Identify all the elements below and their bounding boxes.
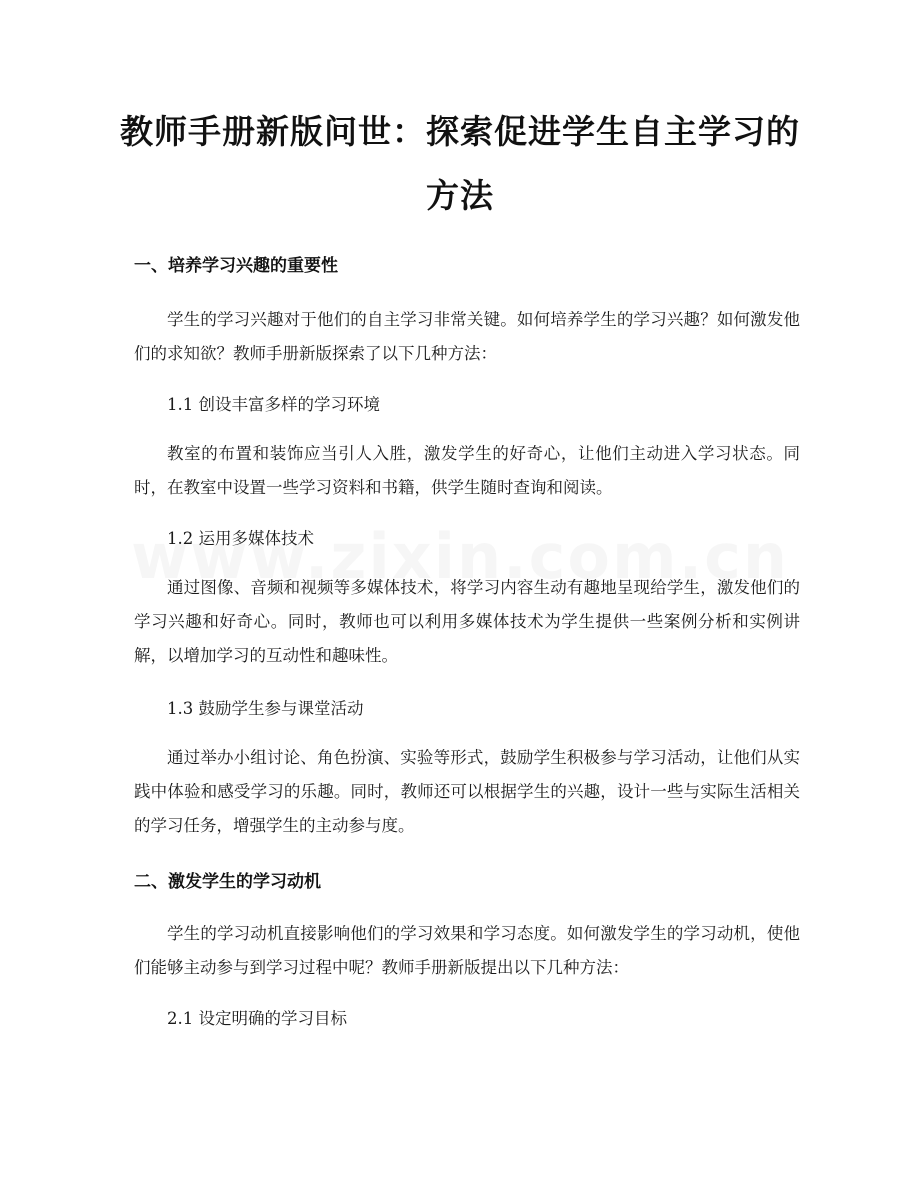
subsection-1-1-body: 教室的布置和装饰应当引人入胜，激发学生的好奇心，让他们主动进入学习状态。同时，在教室中设置一些学习资料和书籍，供学生随时查询和阅读。 [134, 444, 800, 497]
subsection-title-1-2: 1.2 运用多媒体技术 [167, 529, 314, 548]
section-heading-2: 二、激发学生的学习动机 [134, 872, 321, 892]
section-1-intro: 学生的学习兴趣对于他们的自主学习非常关键。如何培养学生的学习兴趣？如何激发他们的求知欲？教师手册新版探索了以下几种方法： [134, 310, 800, 363]
document-title: 教师手册新版问世：探索促进学生自主学习的方法 [120, 112, 800, 215]
subsection-title-1-1: 1.1 创设丰富多样的学习环境 [167, 395, 380, 414]
section-2-intro: 学生的学习动机直接影响他们的学习效果和学习态度。如何激发学生的学习动机，使他们能够主动参与到学习过程中呢？教师手册新版提出以下几种方法： [134, 924, 800, 977]
section-heading-1: 一、培养学习兴趣的重要性 [134, 256, 338, 276]
subsection-title-1-3: 1.3 鼓励学生参与课堂活动 [167, 699, 364, 718]
subsection-1-3-body: 通过举办小组讨论、角色扮演、实验等形式，鼓励学生积极参与学习活动，让他们从实践中体验和感受学习的乐趣。同时，教师还可以根据学生的兴趣，设计一些与实际生活相关的学习任务，增强学生的主动参与度。 [134, 748, 800, 835]
subsection-title-2-1: 2.1 设定明确的学习目标 [167, 1009, 347, 1028]
subsection-1-2-body: 通过图像、音频和视频等多媒体技术，将学习内容生动有趣地呈现给学生，激发他们的学习兴趣和好奇心。同时，教师也可以利用多媒体技术为学生提供一些案例分析和实例讲解，以增加学习的互动性和趣味性。 [134, 578, 800, 665]
